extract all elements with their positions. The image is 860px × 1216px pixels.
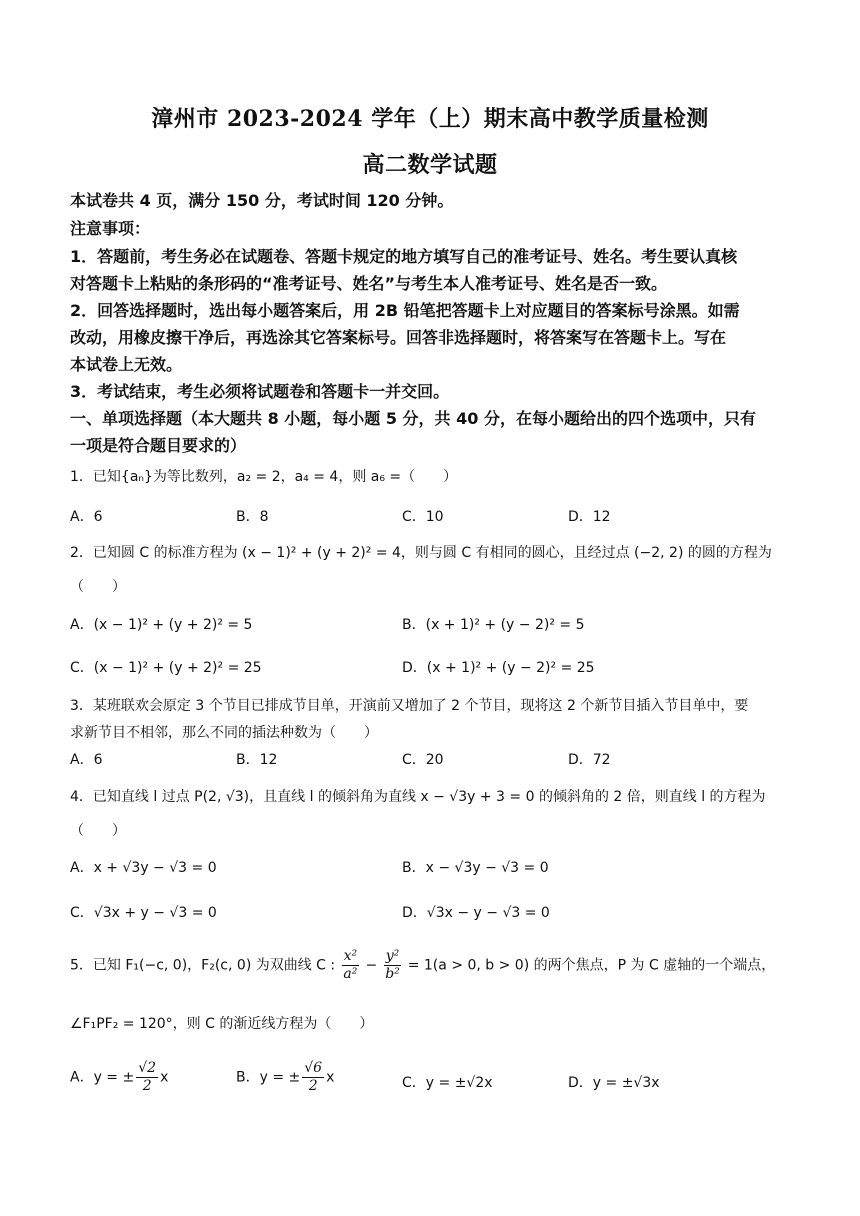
- q3-option-b: B．12: [236, 752, 278, 768]
- q5-option-a-num: √2: [138, 1060, 157, 1076]
- q1-option-d: D．12: [568, 509, 611, 525]
- question-3-stem: 3．某班联欢会原定 3 个节目已排成节目单，开演前又增加了 2 个节目，现将这 2 个新节目插入节目单中，要: [70, 698, 749, 714]
- question-4-stem: 4．已知直线 l 过点 P(2, √3)，且直线 l 的倾斜角为直线 x − √3y + 3 = 0 的倾斜角的 2 倍，则直线 l 的方程为: [70, 789, 766, 805]
- q5-option-a-suffix: x: [160, 1069, 169, 1086]
- q2-option-c: C．(x − 1)² + (y + 2)² = 25: [70, 660, 262, 676]
- q5-option-a: [70, 1060, 168, 1095]
- q5-option-b-prefix: B．y = ±: [236, 1069, 301, 1086]
- question-2-stem: 2．已知圆 C 的标准方程为 (x − 1)² + (y + 2)² = 4，则与圆 C 有相同的圆心，且经过点 (−2, 2) 的圆的方程为: [70, 545, 772, 561]
- notice-line: 本试卷上无效。: [70, 355, 183, 374]
- q5-option-a-prefix: A．y = ±: [70, 1069, 135, 1086]
- q5-option-d: D．y = ±√3x: [568, 1075, 660, 1091]
- question-1-stem: 1．已知{aₙ}为等比数列，a₂ = 2，a₄ = 4，则 a₆ =（ ）: [70, 469, 458, 485]
- notice-title: 注意事项：: [70, 219, 151, 238]
- q4-option-b: B．x − √3y − √3 = 0: [402, 860, 549, 876]
- q5-option-a-den: 2: [142, 1077, 152, 1094]
- question-5-stem: [70, 948, 800, 983]
- exam-subtitle: 高二数学试题: [362, 152, 498, 178]
- question-4-stem-cont: （ ）: [70, 823, 126, 839]
- q5-option-b-suffix: x: [326, 1069, 335, 1086]
- q5-fraction-y: [384, 948, 402, 983]
- q5-option-b-num: √6: [304, 1060, 323, 1076]
- q1-option-b: B．8: [236, 509, 269, 525]
- q5-fraction-y-den: b²: [385, 965, 400, 982]
- q1-option-a: A．6: [70, 509, 103, 525]
- intro-text: 本试卷共 4 页，满分 150 分，考试时间 120 分钟。: [70, 191, 454, 210]
- q5-fraction-x-num: x²: [343, 948, 358, 964]
- notice-line: 对答题卡上粘贴的条形码的“准考证号、姓名”与考生本人准考证号、姓名是否一致。: [70, 274, 668, 293]
- q4-option-c: C．√3x + y − √3 = 0: [70, 905, 217, 921]
- notice-line: 1．答题前，考生务必在试题卷、答题卡规定的地方填写自己的准考证号、姓名。考生要认真核: [70, 247, 738, 266]
- q3-option-a: A．6: [70, 752, 103, 768]
- q2-option-a: A．(x − 1)² + (y + 2)² = 5: [70, 617, 253, 633]
- q5-option-b: [236, 1060, 334, 1095]
- q3-option-d: D．72: [568, 752, 611, 768]
- question-5-stem-cont: ∠F₁PF₂ = 120°，则 C 的渐近线方程为（ ）: [70, 1016, 374, 1032]
- section-heading: 一项是符合题目要求的）: [70, 436, 247, 455]
- q5-fraction-x-den: a²: [343, 965, 358, 982]
- q2-option-b: B．(x + 1)² + (y − 2)² = 5: [402, 617, 585, 633]
- q5-stem-part-b: = 1(a > 0, b > 0) 的两个焦点，P 为 C 虚轴的一个端点，: [407, 957, 776, 974]
- q4-option-a: A．x + √3y − √3 = 0: [70, 860, 217, 876]
- notice-line: 改动，用橡皮擦干净后，再选涂其它答案标号。回答非选择题时，将答案写在答题卡上。写在: [70, 328, 727, 347]
- notice-line: 2．回答选择题时，选出每小题答案后，用 2B 铅笔把答题卡上对应题目的答案标号涂黑。如需: [70, 301, 740, 320]
- notice-line: 3．考试结束，考生必须将试题卷和答题卡一并交回。: [70, 382, 450, 401]
- q5-fraction-x: [342, 948, 360, 983]
- q5-option-c: C．y = ±√2x: [402, 1075, 493, 1091]
- q5-option-a-fraction: [136, 1060, 158, 1095]
- q5-minus: −: [365, 957, 378, 974]
- q5-fraction-y-num: y²: [385, 948, 400, 964]
- q5-option-b-fraction: [302, 1060, 324, 1095]
- question-3-stem-cont: 求新节目不相邻，那么不同的插法种数为（ ）: [70, 725, 378, 741]
- question-2-stem-cont: （ ）: [70, 579, 126, 595]
- q5-option-b-den: 2: [308, 1077, 318, 1094]
- q4-option-d: D．√3x − y − √3 = 0: [402, 905, 550, 921]
- q5-stem-part-a: 5．已知 F₁(−c, 0)，F₂(c, 0) 为双曲线 C :: [70, 957, 336, 974]
- section-heading: 一、单项选择题（本大题共 8 小题，每小题 5 分，共 40 分，在每小题给出的四个选项中，只有: [70, 409, 756, 428]
- q3-option-c: C．20: [402, 752, 444, 768]
- q1-option-c: C．10: [402, 509, 444, 525]
- exam-title: 漳州市 2023-2024 学年（上）期末高中教学质量检测: [151, 106, 709, 132]
- q2-option-d: D．(x + 1)² + (y − 2)² = 25: [402, 660, 595, 676]
